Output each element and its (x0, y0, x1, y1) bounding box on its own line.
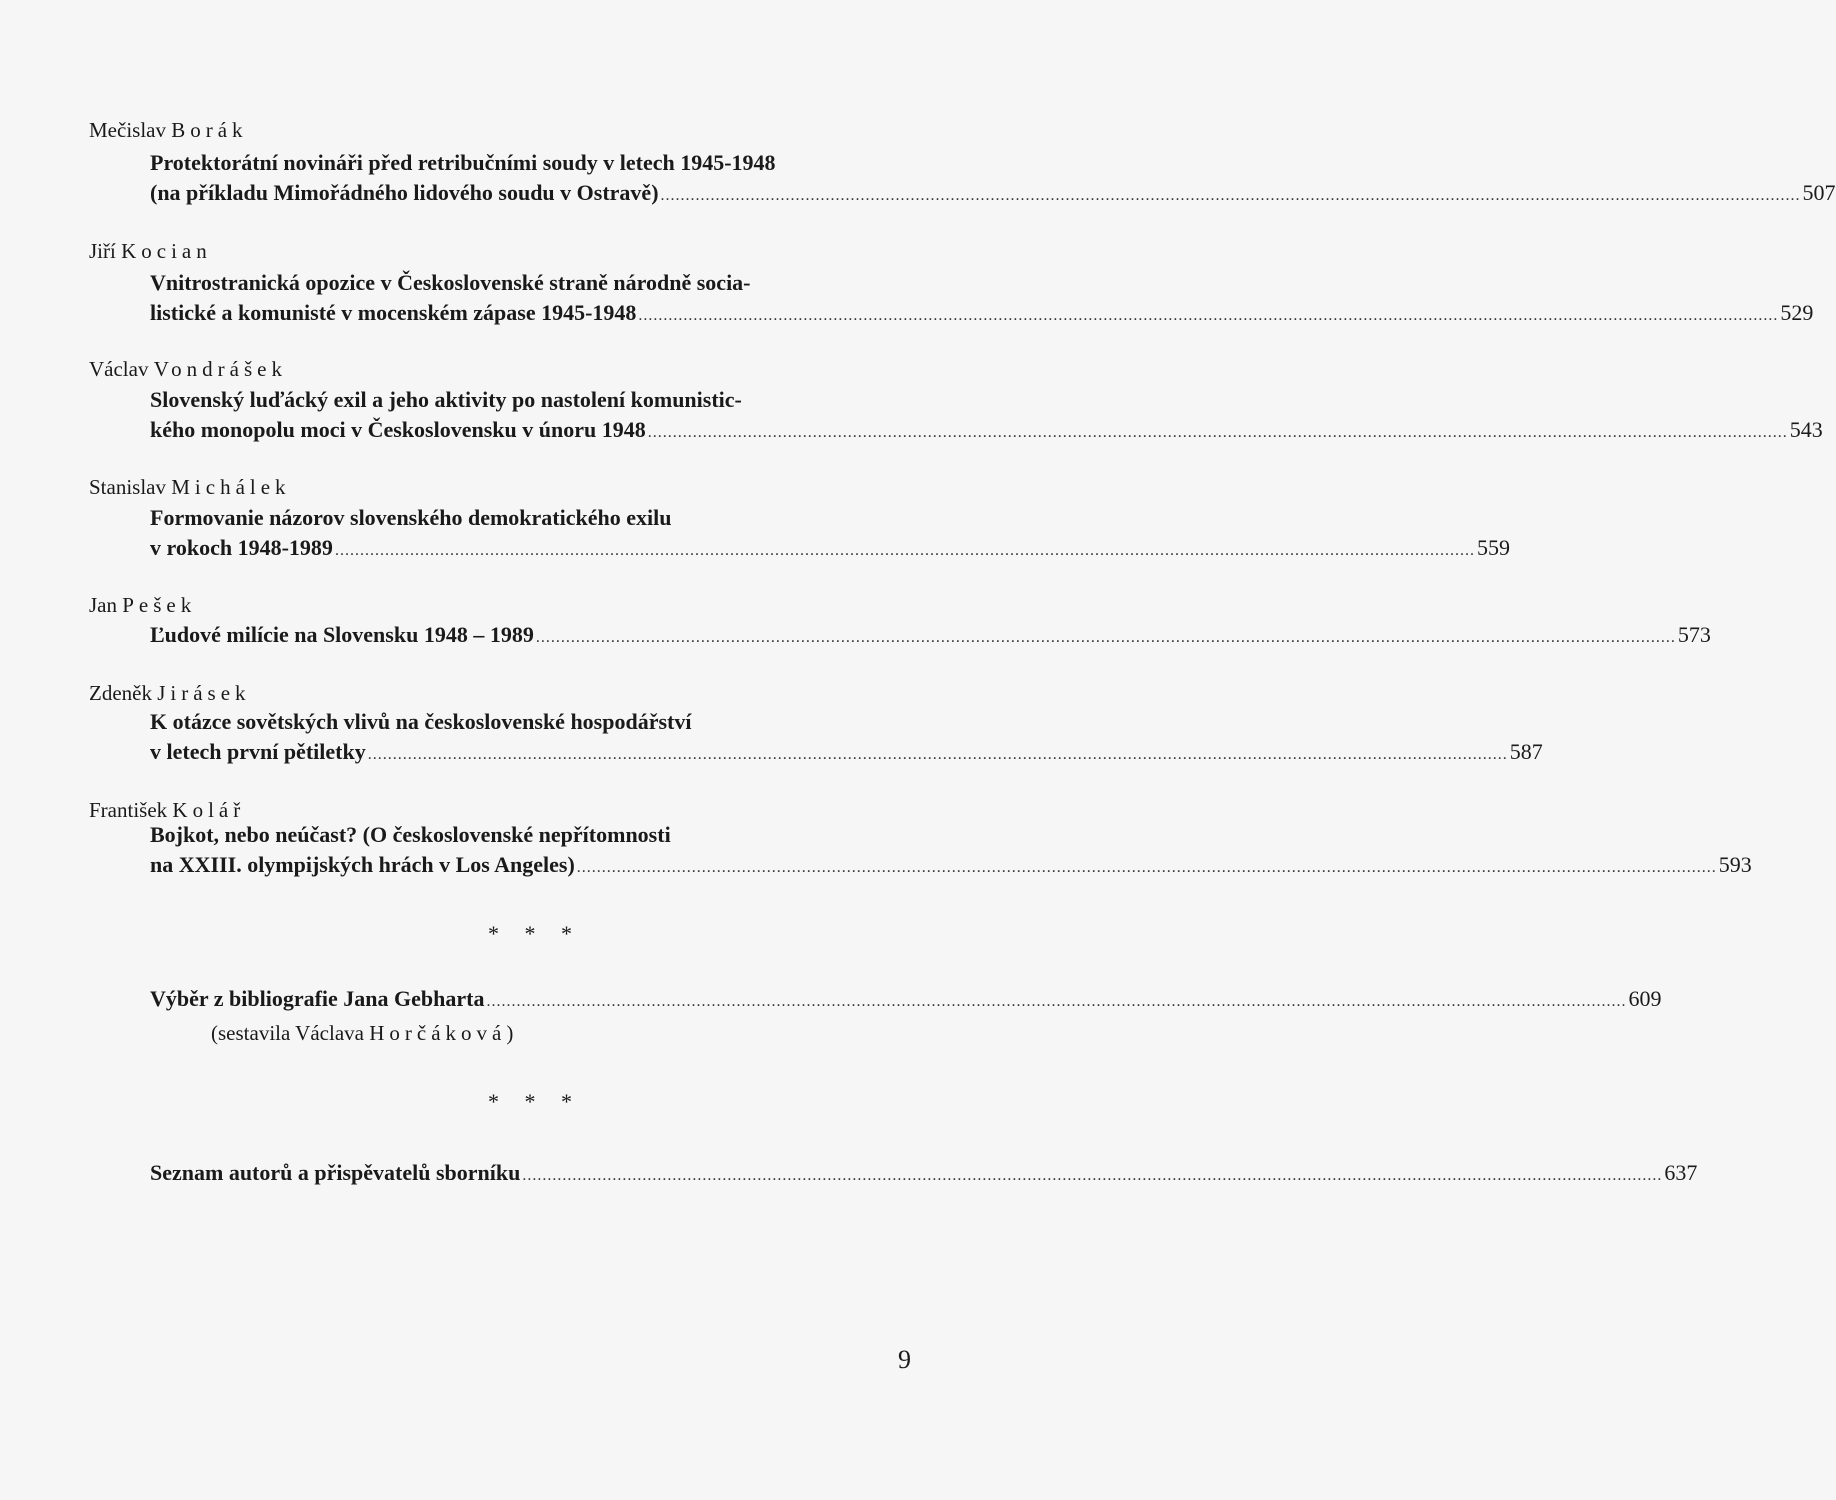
entry-title-line: Protektorátní novináři před retribučními soudy v letech 1945-1948 (150, 150, 776, 175)
dot-leader: .................................................................................................................................................................................................................................... (535, 629, 1676, 646)
entry-title-line: Slovenský luďácký exil a jeho aktivity po nastolení komunistic- (150, 387, 742, 412)
author-last-name: Vondrášek (153, 357, 287, 381)
section-separator: * * * (488, 1089, 582, 1114)
entry-title-line: Vnitrostranická opozice v Československé straně národně socia- (150, 270, 751, 295)
entry-last-line (150, 850, 1752, 883)
toc-author (89, 474, 291, 500)
entry-title-line: v letech první pětiletky (150, 739, 366, 764)
bibliography-compiler (211, 1021, 513, 1046)
dot-leader: .................................................................................................................................................................................................................................... (367, 746, 1508, 763)
entry-last-line (150, 620, 1711, 653)
author-last-name: Pešek (122, 593, 197, 617)
toc-author (89, 117, 248, 143)
dot-leader: .................................................................................................................................................................................................................................... (576, 859, 1717, 876)
author-last-name: Jirásek (157, 681, 251, 705)
bibliography-title: Výběr z bibliografie Jana Gebharta (150, 986, 485, 1011)
author-first-name: Zdeněk (89, 681, 152, 705)
compiler-prefix: (sestavila Václava (211, 1021, 364, 1045)
author-last-name: Michálek (171, 475, 291, 499)
section-separator: * * * (488, 921, 582, 946)
entry-last-line (150, 415, 1823, 448)
dot-leader: .................................................................................................................................................................................................................................... (647, 424, 1788, 441)
author-last-name: Borák (171, 118, 248, 142)
entry-title-line: K otázce sovětských vlivů na československé hospodářství (150, 709, 692, 734)
entry-page-number: 543 (1789, 417, 1823, 442)
dot-leader: .................................................................................................................................................................................................................................... (638, 307, 1779, 324)
entry-last-line (150, 533, 1510, 566)
entry-page-number: 559 (1476, 535, 1510, 560)
toc-author (89, 680, 251, 706)
toc-author (89, 356, 287, 382)
toc-author (89, 238, 212, 264)
compiler-last-name: Horčáková (369, 1021, 507, 1045)
bibliography-entry[interactable] (150, 984, 1662, 1017)
entry-title-line: na XXIII. olympijských hrách v Los Angeles) (150, 852, 575, 877)
contributors-title: Seznam autorů a přispěvatelů sborníku (150, 1160, 521, 1185)
dot-leader: .................................................................................................................................................................................................................................... (660, 187, 1801, 204)
entry-title-line: v rokoch 1948-1989 (150, 535, 333, 560)
entry-last-line (150, 984, 1662, 1017)
entry-last-line (150, 1158, 1698, 1191)
toc-author (89, 592, 196, 618)
entry-title-line: listické a komunisté v mocenském zápase 1945-1948 (150, 300, 637, 325)
entry-page-number: 637 (1664, 1160, 1698, 1185)
entry-page-number: 529 (1780, 300, 1814, 325)
entry-last-line (150, 178, 1836, 211)
page-number: 9 (898, 1345, 911, 1374)
entry-title-line: kého monopolu moci v Československu v únoru 1948 (150, 417, 646, 442)
compiler-suffix: ) (506, 1021, 514, 1045)
entry-title-line: Bojkot, nebo neúčast? (O československé nepřítomnosti (150, 822, 671, 847)
author-first-name: František (89, 798, 168, 822)
toc-entry[interactable] (150, 268, 1814, 331)
entry-page-number: 573 (1677, 622, 1711, 647)
author-first-name: Stanislav (89, 475, 166, 499)
entry-title-line: Formovanie názorov slovenského demokratického exilu (150, 505, 672, 530)
entry-last-line (150, 298, 1814, 331)
entry-page-number: 587 (1509, 739, 1543, 764)
dot-leader: .................................................................................................................................................................................................................................... (486, 993, 1627, 1010)
entry-title-line: Ľudové milície na Slovensku 1948 – 1989 (150, 622, 534, 647)
dot-leader: .................................................................................................................................................................................................................................... (522, 1167, 1663, 1184)
dot-leader: .................................................................................................................................................................................................................................... (334, 542, 1475, 559)
toc-entry[interactable] (150, 707, 1543, 770)
author-first-name: Mečislav (89, 118, 166, 142)
toc-entry[interactable] (150, 620, 1711, 653)
author-last-name: Kocian (121, 239, 212, 263)
entry-title-line: (na příkladu Mimořádného lidového soudu v Ostravě) (150, 180, 659, 205)
toc-entry[interactable] (150, 820, 1752, 883)
toc-entry[interactable] (150, 385, 1823, 448)
author-last-name: Kolář (172, 798, 246, 822)
author-first-name: Jiří (89, 239, 116, 263)
entry-page-number: 609 (1628, 986, 1662, 1011)
toc-entry[interactable] (150, 148, 1836, 211)
author-first-name: Václav (89, 357, 149, 381)
entry-last-line (150, 737, 1543, 770)
entry-page-number: 507 (1802, 180, 1836, 205)
contributors-entry[interactable] (150, 1158, 1698, 1191)
toc-entry[interactable] (150, 503, 1510, 566)
author-first-name: Jan (89, 593, 117, 617)
entry-page-number: 593 (1718, 852, 1752, 877)
